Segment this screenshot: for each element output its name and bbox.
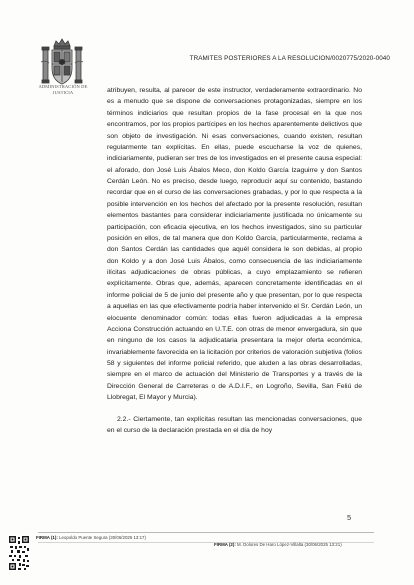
qr-code-icon bbox=[8, 535, 30, 571]
document-body bbox=[107, 85, 362, 436]
footer-divider bbox=[38, 532, 374, 533]
signature-1 bbox=[36, 535, 146, 540]
signature-1-text: Leopoldo Puente Segura (30/06/2025 13:17) bbox=[59, 535, 146, 540]
coat-of-arms-icon bbox=[40, 38, 84, 88]
signature-1-label: FIRMA (1): bbox=[36, 535, 58, 540]
signature-2 bbox=[214, 542, 342, 547]
paragraph-1: atribuyen, resulta, al parecer de este instructor, verdaderamente extraordinario. No es a menudo que se dispone de conversaciones protagonizadas, siempre en los términos indiciarios que resultan propios de la fase procesal en la que nos encontramos, por los propios partícipes en los hechos aparentemente delictivos que son objeto de investigación. Ni esas conversaciones, cuando existen, resultan regularmente tan explícitas. En ellas, puede escucharse la voz de quienes, indiciariamente, pudieran ser tres de los investigados en el presente causa especial: el aforado, don José Luis Ábalos Meco, don Koldo García Izaguirre y don Santos Cerdán León. No es preciso, desde luego, reproducir aquí su contenido, bastando recordar que en el curso de las conversaciones grabadas, y por lo que respecta a la posible intervención en los hechos del afectado por la presente resolución, resultan elementos bastantes para considerar indiciariamente justificada no únicamente su participación, con eficacia ejecutiva, en los hechos investigados, sino su particular posición en ellos, de tal manera que don Koldo García, particularmente, reclama a don Santos Cerdán las cantidades que aquél considera le son debidas, al propio don Koldo y a don José Luis Ábalos, como consecuencia de las indiciariamente ilícitas adjudicaciones de obras públicas, a cuyo emplazamiento se refieren explícitamente. Obras que, además, aparecen concretamente identificadas en el informe policial de 5 de junio del presente año y que presentan, por lo que respecta a aquellas en las que efectivamente podría haber intervenido el Sr. Cerdán León, un elocuente denominador común: todas ellas fueron adjudicadas a la empresa Acciona Construcción actuando en U.T.E. con otras de menor envergadura, sin que en ninguno de los casos la adjudicataria presentara la mejor oferta económica, invariablemente favorecida en la licitación por criterios de valoración subjetiva (folios 58 y siguientes del informe policial referido, que aluden a las obras desarrolladas, siempre en el marco de actuación del Ministerio de Transportes y a través de la Dirección General de Carreteras o de A.D.I.F., en Logroño, Sevilla, San Feliú de Llobregat, El Mayor y Murcia). bbox=[107, 87, 362, 402]
page-number: 5 bbox=[347, 513, 352, 522]
paragraph-2: 2.2.- Ciertamente, tan explícitas resultan las mencionadas conversaciones, que en el curso de la declaración prestada en el día de hoy bbox=[107, 415, 362, 434]
signature-2-label: FIRMA (2): bbox=[214, 542, 236, 547]
case-reference: TRAMITES POSTERIORES A LA RESOLUCION/0020775/2020-0040 bbox=[189, 55, 390, 62]
signature-2-text: M. Dolores De Haro López-Villalta (30/06/2025 13:21) bbox=[237, 542, 342, 547]
institution-caption: ADMINISTRACIÓN DE JUSTICIA bbox=[38, 84, 88, 95]
